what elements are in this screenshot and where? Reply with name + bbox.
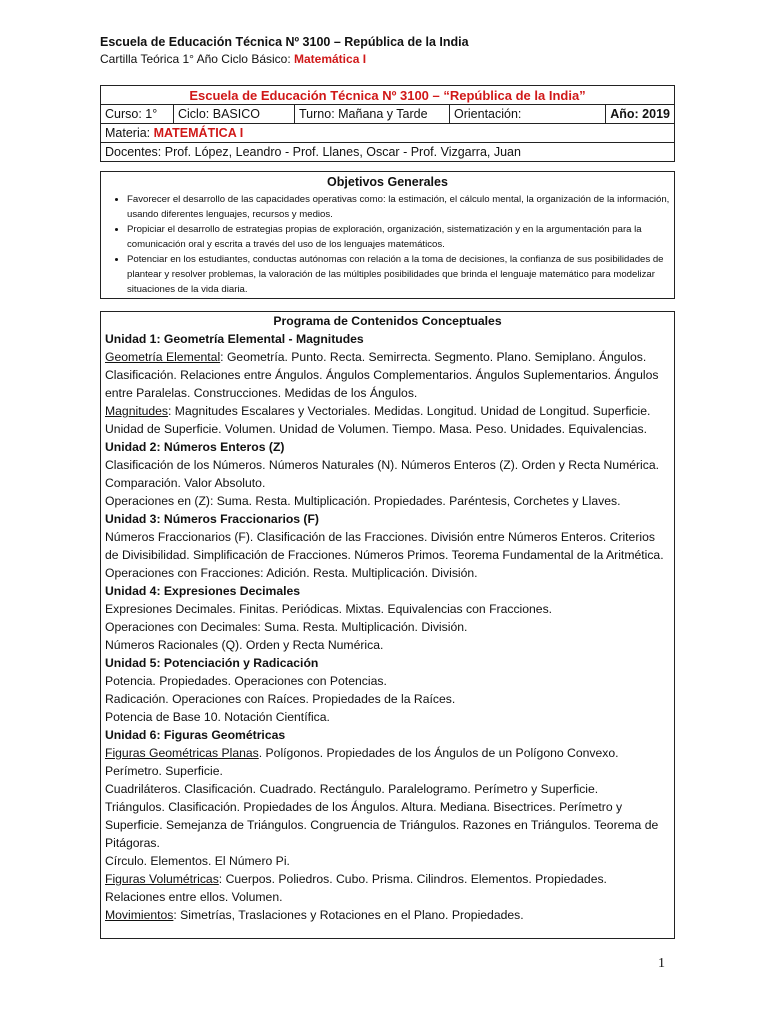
info-table (100, 85, 675, 162)
unit-4-text: Números Racionales (Q). Orden y Recta Numérica. (105, 638, 384, 652)
unit-6-planas (105, 744, 670, 780)
unit-5-text: Potencia. Propiedades. Operaciones con Potencias. (105, 674, 387, 688)
unit-6-movimientos (105, 906, 670, 924)
objetivos-list (101, 192, 674, 297)
curso-cell: Curso: 1° (101, 105, 174, 124)
programa-content (101, 330, 674, 924)
section-label: Figuras Volumétricas (105, 872, 219, 886)
unit-3-title: Unidad 3: Números Fraccionarios (F) (105, 512, 319, 526)
unit-1-title: Unidad 1: Geometría Elemental - Magnitudes (105, 332, 364, 346)
subtitle-subject: Matemática I (294, 52, 367, 66)
unit-6-text: Círculo. Elementos. El Número Pi. (105, 854, 290, 868)
page-number: 1 (658, 956, 665, 971)
materia-cell (101, 124, 675, 143)
info-table-title: Escuela de Educación Técnica Nº 3100 – “República de la India” (101, 86, 675, 105)
materia-label: Materia: (105, 126, 151, 140)
anio-cell: Año: 2019 (606, 105, 675, 124)
objetivo-item: • Potenciar en los estudiantes, conductas autónomas con relación a la toma de decisiones, la confianza de sus posibilidades de plantear y resolver problemas, la valoración de las múltiples posibilidades que brinda el lenguaje matemático para modelizar situaciones de la vida diaria. (127, 252, 674, 297)
section-label: Geometría Elemental (105, 350, 221, 364)
section-text: : Cuerpos. Poliedros. Cubo. Prisma. Cilindros. Elementos. Propiedades. Relaciones entre ellos. Volumen. (105, 872, 607, 904)
section-label: Movimientos (105, 908, 174, 922)
programa-title: Programa de Contenidos Conceptuales (273, 314, 502, 328)
section-label: Magnitudes (105, 404, 169, 418)
unit-6-volumetricas (105, 870, 670, 906)
unit-5-title: Unidad 5: Potenciación y Radicación (105, 656, 319, 670)
unit-4-text: Expresiones Decimales. Finitas. Periódicas. Mixtas. Equivalencias con Fracciones. (105, 602, 553, 616)
section-label: Figuras Geométricas Planas (105, 746, 259, 760)
unit-6-text: Triángulos. Clasificación. Propiedades de los Ángulos. Altura. Mediana. Bisectrices. Perímetro y Superficie. Semejanza de Triángulos. Congruencia de Triángulos. Razones en Triángulos. Teorema de Pitágoras. (105, 800, 659, 850)
section-text: : Magnitudes Escalares y Vectoriales. Medidas. Longitud. Unidad de Longitud. Superficie. Unidad de Superficie. Volumen. Unidad de Volumen. Tiempo. Masa. Peso. Unidades. Equivalencias. (105, 404, 651, 436)
unit-3-text: Números Fraccionarios (F). Clasificación de las Fracciones. División entre Números Enteros. Criterios de Divisibilidad. Simplificación de Fracciones. Números Primos. Teorema Fundamental de la Aritmética. Operaciones con Fracciones: Adición. Resta. Multiplicación. División. (105, 530, 664, 580)
section-text: : Geometría. Punto. Recta. Semirrecta. Segmento. Plano. Semiplano. Ángulos. Clasificación. Relaciones entre Ángulos. Ángulos Complementarios. Ángulos Suplementarios. Ángulos entre Paralelas. Construcciones. Medidas de los Ángulos. (105, 350, 659, 400)
unit-5-text: Radicación. Operaciones con Raíces. Propiedades de la Raíces. (105, 692, 456, 706)
section-text: : Simetrías, Traslaciones y Rotaciones en el Plano. Propiedades. (173, 908, 524, 922)
document-header-subtitle (100, 52, 366, 66)
ciclo-cell: Ciclo: BASICO (174, 105, 295, 124)
unit-2-text: Operaciones en (Z): Suma. Resta. Multiplicación. Propiedades. Paréntesis, Corchetes y Llaves. (105, 494, 621, 508)
unit-6-text: Cuadriláteros. Clasificación. Cuadrado. Rectángulo. Paralelogramo. Perímetro y Superficie. (105, 782, 599, 796)
unit-2-title: Unidad 2: Números Enteros (Z) (105, 440, 285, 454)
section-text: . Polígonos. Propiedades de los Ángulos de un Polígono Convexo. Perímetro. Superficie. (105, 746, 619, 778)
unit-2-text: Clasificación de los Números. Números Naturales (N). Números Enteros (Z). Orden y Recta Numérica. Comparación. Valor Absoluto. (105, 458, 660, 490)
docentes-cell: Docentes: Prof. López, Leandro - Prof. Llanes, Oscar - Prof. Vizgarra, Juan (101, 143, 675, 162)
unit-1-geometria (105, 348, 670, 402)
objetivo-item: • Favorecer el desarrollo de las capacidades operativas como: la estimación, el cálculo mental, la organización de la información, usando diferentes lenguajes, recursos y medios. (127, 192, 674, 222)
subtitle-prefix: Cartilla Teórica 1° Año Ciclo Básico: (100, 52, 294, 66)
unit-1-magnitudes (105, 402, 670, 438)
unit-6-title: Unidad 6: Figuras Geométricas (105, 728, 286, 742)
materia-value: MATEMÁTICA I (153, 126, 244, 140)
programa-box (100, 311, 675, 939)
unit-5-text: Potencia de Base 10. Notación Científica. (105, 710, 330, 724)
unit-4-title: Unidad 4: Expresiones Decimales (105, 584, 301, 598)
objetivos-title: Objetivos Generales (327, 175, 448, 189)
document-header-school: Escuela de Educación Técnica Nº 3100 – República de la India (100, 35, 469, 49)
objetivo-item: • Propiciar el desarrollo de estrategias propias de exploración, organización, sistematización y en la argumentación para la comunicación oral y escrita a través del uso de los lenguajes matemáticos. (127, 222, 674, 252)
turno-cell: Turno: Mañana y Tarde (295, 105, 450, 124)
objetivos-box (100, 171, 675, 299)
orientacion-cell: Orientación: (450, 105, 606, 124)
unit-4-text: Operaciones con Decimales: Suma. Resta. Multiplicación. División. (105, 620, 468, 634)
